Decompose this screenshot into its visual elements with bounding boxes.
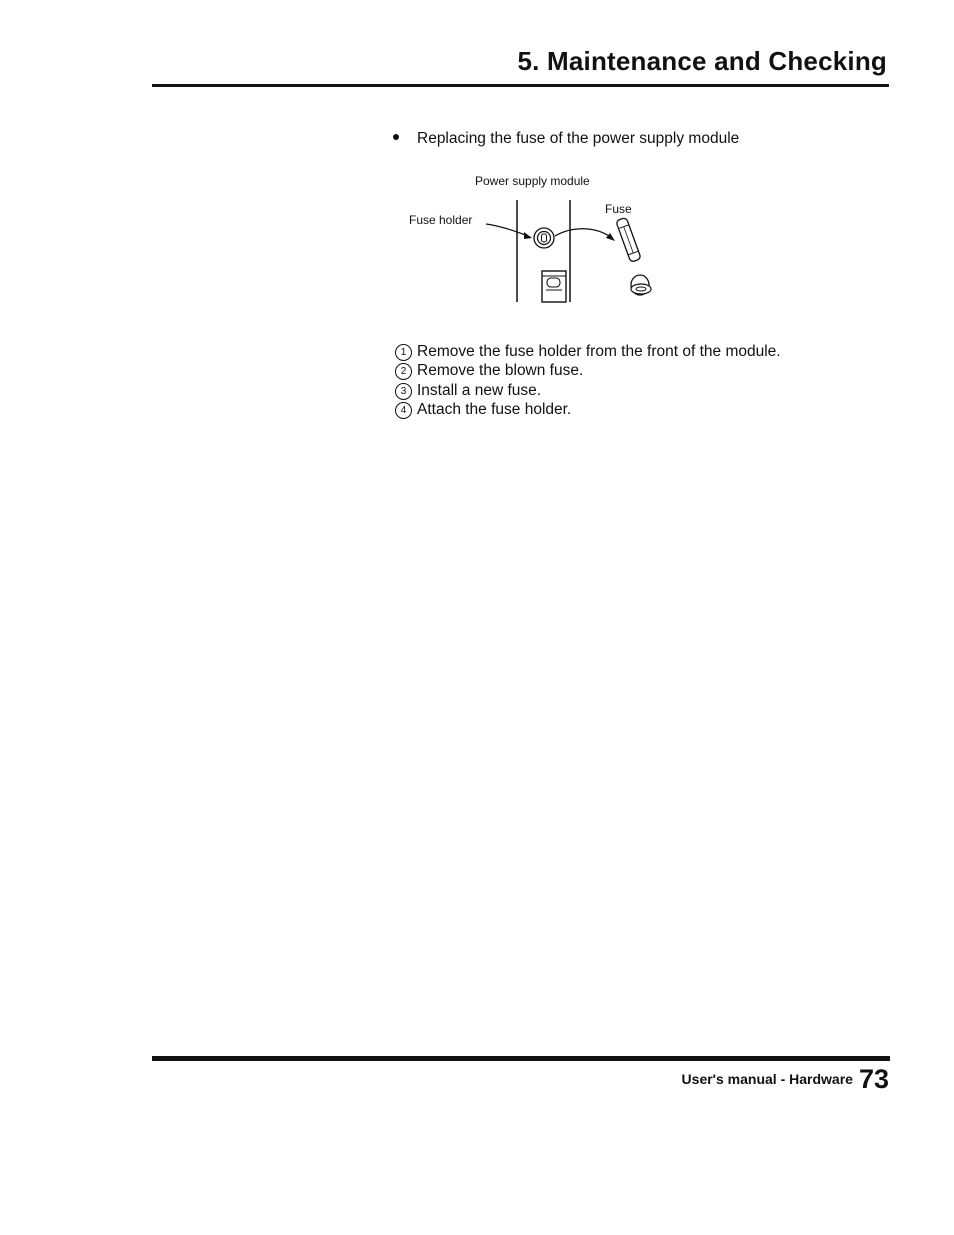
- fuse-icon: [616, 217, 641, 262]
- holder-arrow-head: [524, 232, 532, 239]
- panel-connector-icon: [542, 271, 566, 302]
- fuse-holder-knob-icon: [534, 228, 554, 248]
- step-text: Remove the blown fuse.: [417, 362, 584, 380]
- bullet-dot-icon: [393, 134, 399, 140]
- step-text: Remove the fuse holder from the front of the module.: [417, 343, 781, 360]
- page-footer: [682, 1064, 889, 1095]
- step-number-badge: 2: [395, 363, 412, 380]
- footer-manual-label: User's manual - Hardware: [681, 1071, 853, 1087]
- step-number-badge: 4: [395, 402, 412, 419]
- fuse-arrow: [555, 229, 612, 238]
- step-number-badge: 1: [395, 344, 412, 361]
- step-number-badge: 3: [395, 383, 412, 400]
- section-bullet-text: Replacing the fuse of the power supply module: [417, 130, 740, 147]
- fuse-replacement-diagram: [400, 168, 680, 308]
- step-text: Attach the fuse holder.: [417, 400, 572, 418]
- holder-arrow: [486, 224, 528, 236]
- step-item: [395, 361, 781, 380]
- step-text: Install a new fuse.: [417, 381, 542, 399]
- diagram-drawing: [400, 168, 680, 308]
- label-fuse: Fuse: [605, 202, 632, 216]
- label-power-supply-module: Power supply module: [475, 174, 590, 188]
- label-fuse-holder: Fuse holder: [409, 213, 473, 227]
- footer-divider: [152, 1056, 890, 1061]
- step-item: [395, 400, 781, 419]
- page-title: 5. Maintenance and Checking: [517, 46, 887, 76]
- section-bullet: [393, 130, 739, 148]
- fuse-arrow-head: [606, 233, 615, 241]
- step-item: [395, 381, 781, 400]
- fuse-holder-cap-icon: [631, 275, 651, 295]
- procedure-steps: [395, 342, 781, 419]
- page-number: 73: [858, 1064, 889, 1094]
- step-item: [395, 342, 781, 361]
- header-divider: [152, 84, 889, 87]
